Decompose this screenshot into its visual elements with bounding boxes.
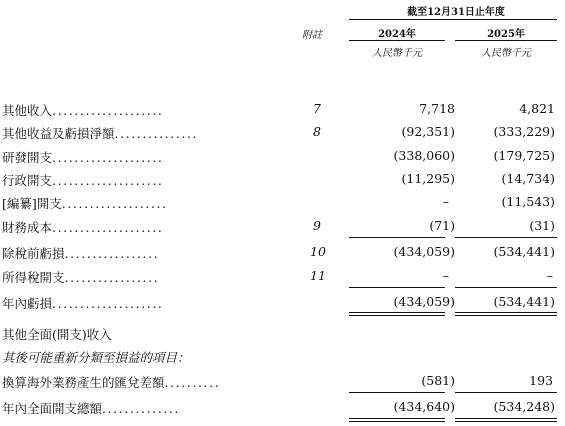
- final-double-rule-top-2025: [455, 418, 557, 419]
- final-double-rule-bottom-2025: [455, 421, 557, 422]
- row-value-2024: (434,059): [393, 244, 455, 259]
- row-value-2025: –: [546, 268, 553, 283]
- loss-rule-2025: [455, 287, 557, 288]
- fx-difference-label: 換算海外業務產生的匯兌差額..........: [2, 375, 221, 390]
- row-note: 11: [310, 268, 326, 283]
- row-note: 8: [313, 124, 321, 139]
- period-underline: [349, 19, 557, 20]
- subtotal-rule-2024: [349, 237, 445, 238]
- row-label: 年內虧損....................: [2, 296, 164, 311]
- row-value-2024: –: [442, 268, 449, 283]
- row-label: 財務成本....................: [2, 220, 164, 235]
- total-comprehensive-2025: (534,248): [493, 399, 555, 414]
- total-comprehensive-label: 年內全面開支總額..............: [2, 401, 181, 416]
- row-value-2024: (92,351): [401, 124, 455, 139]
- row-label: 除稅前虧損.................: [2, 246, 160, 261]
- total-comprehensive-2024: (434,640): [393, 399, 455, 414]
- row-value-2025: (11,543): [501, 194, 555, 209]
- final-double-rule-top-2024: [349, 418, 445, 419]
- column-underline-2024: [349, 40, 445, 41]
- double-rule-top-2024: [349, 312, 445, 313]
- oci-subheading: 其後可能重新分類至損益的項目：: [2, 350, 190, 365]
- column-header-2024: 2024年: [378, 29, 416, 40]
- final-double-rule-bottom-2024: [349, 421, 445, 422]
- currency-label-2024: 人民幣千元: [372, 48, 422, 59]
- row-value-2025: (534,441): [493, 294, 555, 309]
- column-underline-2025: [455, 40, 557, 41]
- row-note: 10: [310, 244, 326, 259]
- column-header-2025: 2025年: [487, 29, 525, 40]
- row-value-2025: (14,734): [501, 171, 555, 186]
- row-value-2025: (31): [529, 218, 555, 233]
- row-label: 所得稅開支.................: [2, 270, 160, 285]
- oci-rule-2025: [455, 392, 557, 393]
- row-label: 其他收益及虧損淨額...............: [2, 126, 199, 141]
- row-value-2024: –: [442, 194, 449, 209]
- fx-difference-2025: 193: [529, 373, 553, 388]
- double-rule-bottom-2024: [349, 315, 445, 316]
- row-label: 研發開支....................: [2, 150, 164, 165]
- row-value-2024: (11,295): [401, 171, 455, 186]
- row-value-2025: 4,821: [519, 101, 555, 116]
- row-note: 9: [313, 218, 321, 233]
- fx-difference-2024: (581): [421, 373, 455, 388]
- row-value-2024: (338,060): [393, 148, 455, 163]
- subtotal-rule-2025: [455, 237, 557, 238]
- row-label: [編纂]開支...................: [2, 196, 168, 211]
- double-rule-top-2025: [455, 312, 557, 313]
- row-value-2025: (333,229): [493, 124, 555, 139]
- row-note: 7: [313, 101, 321, 116]
- double-rule-bottom-2025: [455, 315, 557, 316]
- row-value-2024: (71): [429, 218, 455, 233]
- note-column-header: 附註: [302, 30, 322, 41]
- row-value-2024: (434,059): [393, 294, 455, 309]
- row-label: 行政開支....................: [2, 173, 164, 188]
- loss-rule-2024: [349, 287, 445, 288]
- period-header: 截至12月31日止年度: [407, 7, 505, 18]
- row-value-2025: (534,441): [493, 244, 555, 259]
- oci-rule-2024: [349, 392, 445, 393]
- oci-heading: 其他全面(開支)收入: [2, 327, 112, 342]
- row-value-2024: 7,718: [419, 101, 455, 116]
- row-value-2025: (179,725): [493, 148, 555, 163]
- currency-label-2025: 人民幣千元: [481, 48, 531, 59]
- row-label: 其他收入....................: [2, 103, 164, 118]
